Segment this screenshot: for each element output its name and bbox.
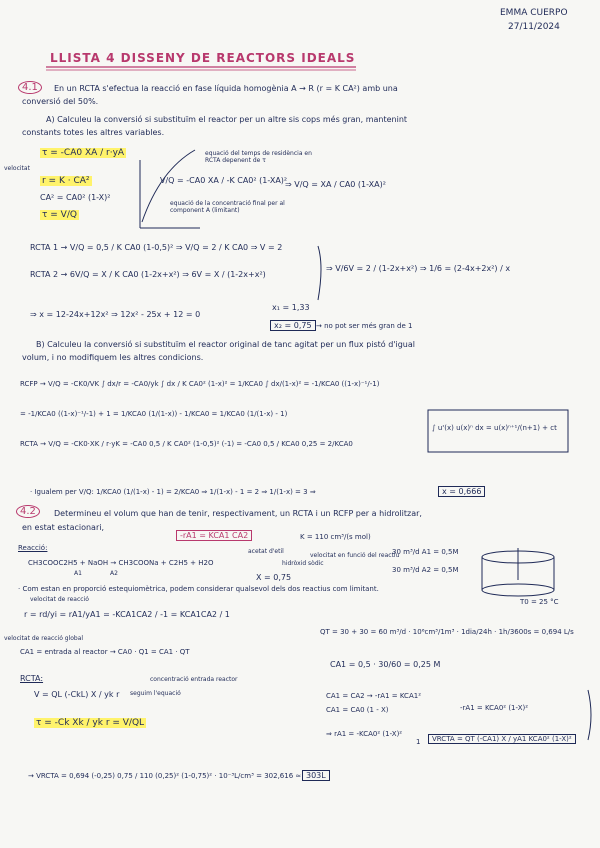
tag-a2: A2 [110,570,118,577]
root-x2: x₂ = 0,75 [270,320,316,331]
rcta-volume-result: 303L [302,770,330,781]
problem-4-2-statement-line1: Determineu el volum que han de tenir, respectivament, un RCTA i un RCFP per a hidrolitzar, [54,509,422,518]
problem-4-1-statement-line2: conversió del 50%. [22,97,99,106]
rcta2-equation: RCTA 2 → 6V/Q = X / K CA0 (1-2x+x²) ⇒ 6V = X / (1-2x+x²) [30,270,266,279]
rcta-volume-formula: VRCTA = QT (-CA1) X / yA1 KCA0² (1-X)² [428,734,576,744]
rcta-volume-calculation: → VRCTA = 0,694 (-0,25) 0,75 / 110 (0,25)² (1-0,75)² · 10⁻³L/cm³ = 302,616 ≃ [28,772,302,780]
equating-step: · Igualem per V/Q: 1/KCA0 (1/(1-x) - 1) = 2/KCA0 ⇒ 1/(1-x) - 1 = 2 ⇒ 1/(1-x) = 3 ⇒ [30,488,316,496]
root-x1: x₁ = 1,33 [272,303,310,312]
vq-equation: V/Q = -CA0 XA / -K CA0² (1-XA)² [160,176,288,185]
rate-substituted: -rA1 = KCA0² (1-X)² [460,704,529,712]
concentration-equation: CA² = CA0² (1-X)² [40,193,111,202]
part-a-line1: A) Calculeu la conversió si substituïm el reactor per un altre sis cops més gran, mantenint [46,115,408,124]
root-note: → no pot ser més gran de 1 [316,322,413,330]
integral-rule: ∫ u'(x) u(x)ⁿ dx = u(x)ⁿ⁺¹/(n+1) + ct [432,424,557,432]
part-a-line2: constants totes les altres variables. [22,128,165,137]
problem-4-2-statement-line2: en estat estacionari, [22,523,105,532]
concentration-relation: CA1 = CA2 → -rA1 = KCA1² [326,692,421,700]
rate-constant: K = 110 cm³/(s mol) [300,533,371,541]
problem-number-4-2: 4.2 [16,505,40,518]
note-seguim: seguim l'equació [130,690,181,697]
note-velocitat-reaccio: velocitat de reacció [30,596,89,603]
author-name: EMMA CUERPO [500,8,568,18]
rate-substituted-sign: ⇒ rA1 = -KCA0² (1-X)² [326,730,403,738]
rcta-section-label: RCTA: [20,674,44,683]
quadratic-equation: ⇒ x = 12-24x+12x² ⇒ 12x² - 25x + 12 = 0 [30,310,201,319]
problem-4-1-statement-line1: En un RCTA s'efectua la reacció en fase líquida homogènia A → R (r = K CA²) amb una [54,84,398,93]
rcta-part-b-equation: RCTA → V/Q = -CK0·XK / r·yK = -CA0 0,5 / K CA0² (1-0,5)² (-1) = -CA0 0,5 / KCA0 0,25 = 2/KCA0 [20,440,353,448]
rate-law-box: -rA1 = KCA1 CA2 [176,530,252,541]
page-title: LLISTA 4 DISSENY DE REACTORS IDEALS [50,51,356,65]
rate-equation: r = K · CA² [42,176,90,186]
stoichiometry-note: · Com estan en proporció estequiomètrica, podem considerar qualsevol dels dos reactius com limitant. [18,585,379,593]
note-acetat: acetat d'etil [248,548,284,555]
rcta1-equation: RCTA 1 → V/Q = 0,5 / K CA0 (1-0,5)² ⇒ V/Q = 2 / K CA0 ⇒ V = 2 [30,243,283,252]
flow-a2: 30 m³/d A2 = 0,5M [392,566,459,574]
rcfp-equation: RCFP → V/Q = -CK0/VK ∫ dx/r = -CA0/yk ∫ dx / K CA0² (1-x)² = 1/KCA0 ∫ dx/(1-x)² = -1/KCA0 ((1-x)⁻¹/-1) [20,380,380,388]
tau-equation-rcta: τ = -Ck Xk / yk r = V/QL [36,718,145,728]
tau-equation: τ = -CA0 XA / r·yA [42,148,125,158]
part-b-line2: volum, i no modifiquem les altres condicions. [22,353,204,362]
concentration-relation-2: CA1 = CA0 (1 - X) [326,706,389,714]
rcta-conclusion: ⇒ V/6V = 2 / (1-2x+x²) ⇒ 1/6 = (2-4x+2x²) / x [326,264,511,273]
inlet-concentration: CA1 = entrada al reactor → CA0 · Q1 = CA1 · QT [20,648,190,656]
reaction-equation: CH3COOC2H5 + NaOH → CH3COONa + C2H5 + H2O [28,559,214,567]
problem-number-4-1: 4.1 [18,81,42,94]
result-part-b: x = 0,666 [438,486,485,497]
note-velocitat: velocitat [4,165,30,172]
circle-marker: 1 [416,738,421,746]
total-flow: QT = 30 + 30 = 60 m³/d · 10⁶cm³/1m³ · 1dia/24h · 1h/3600s = 0,694 L/s [320,628,574,636]
note-hidroxid: hidròxid sòdic [282,560,324,567]
temperature: T0 = 25 °C [520,598,559,606]
note-concentracio-entrada: concentració entrada reactor [150,676,238,683]
conversion-value: X = 0,75 [256,573,292,582]
note-final-concentration: equació de la concentració final per al component A (limitant) [170,200,285,214]
global-rate-equation: r = rd/yi = rA1/yA1 = -KCA1CA2 / -1 = KCA1CA2 / 1 [24,610,230,619]
flow-a1: 30 m³/d A1 = 0,5M [392,548,459,556]
rcfp-integration: = -1/KCA0 ((1-x)⁻¹/-1) + 1 = 1/KCA0 (1/(1-x)) - 1/KCA0 = 1/KCA0 (1/(1-x) - 1) [20,410,288,418]
part-b-line1: B) Calculeu la conversió si substituïm el reactor original de tanc agitat per un flux pistó d'igual [36,340,416,349]
note-residence-time: equació del temps de residència en RCTA depenent de τ [205,150,312,164]
tau-vq-equation: τ = V/Q [42,210,77,220]
note-velocitat-reactiu: velocitat en funció del reactiu [310,552,400,559]
note-velocitat-global: velocitat de reacció global [4,635,84,642]
document-date: 27/11/2024 [508,22,560,32]
ca1-calculation: CA1 = 0,5 · 30/60 = 0,25 M [330,660,441,669]
reaction-label: Reacció: [18,544,48,552]
volume-equation: V = QL (-CkL) X / yk r [34,690,120,699]
tag-a1: A1 [74,570,82,577]
vq-equation-simplified: ⇒ V/Q = XA / CA0 (1-XA)² [285,180,386,189]
